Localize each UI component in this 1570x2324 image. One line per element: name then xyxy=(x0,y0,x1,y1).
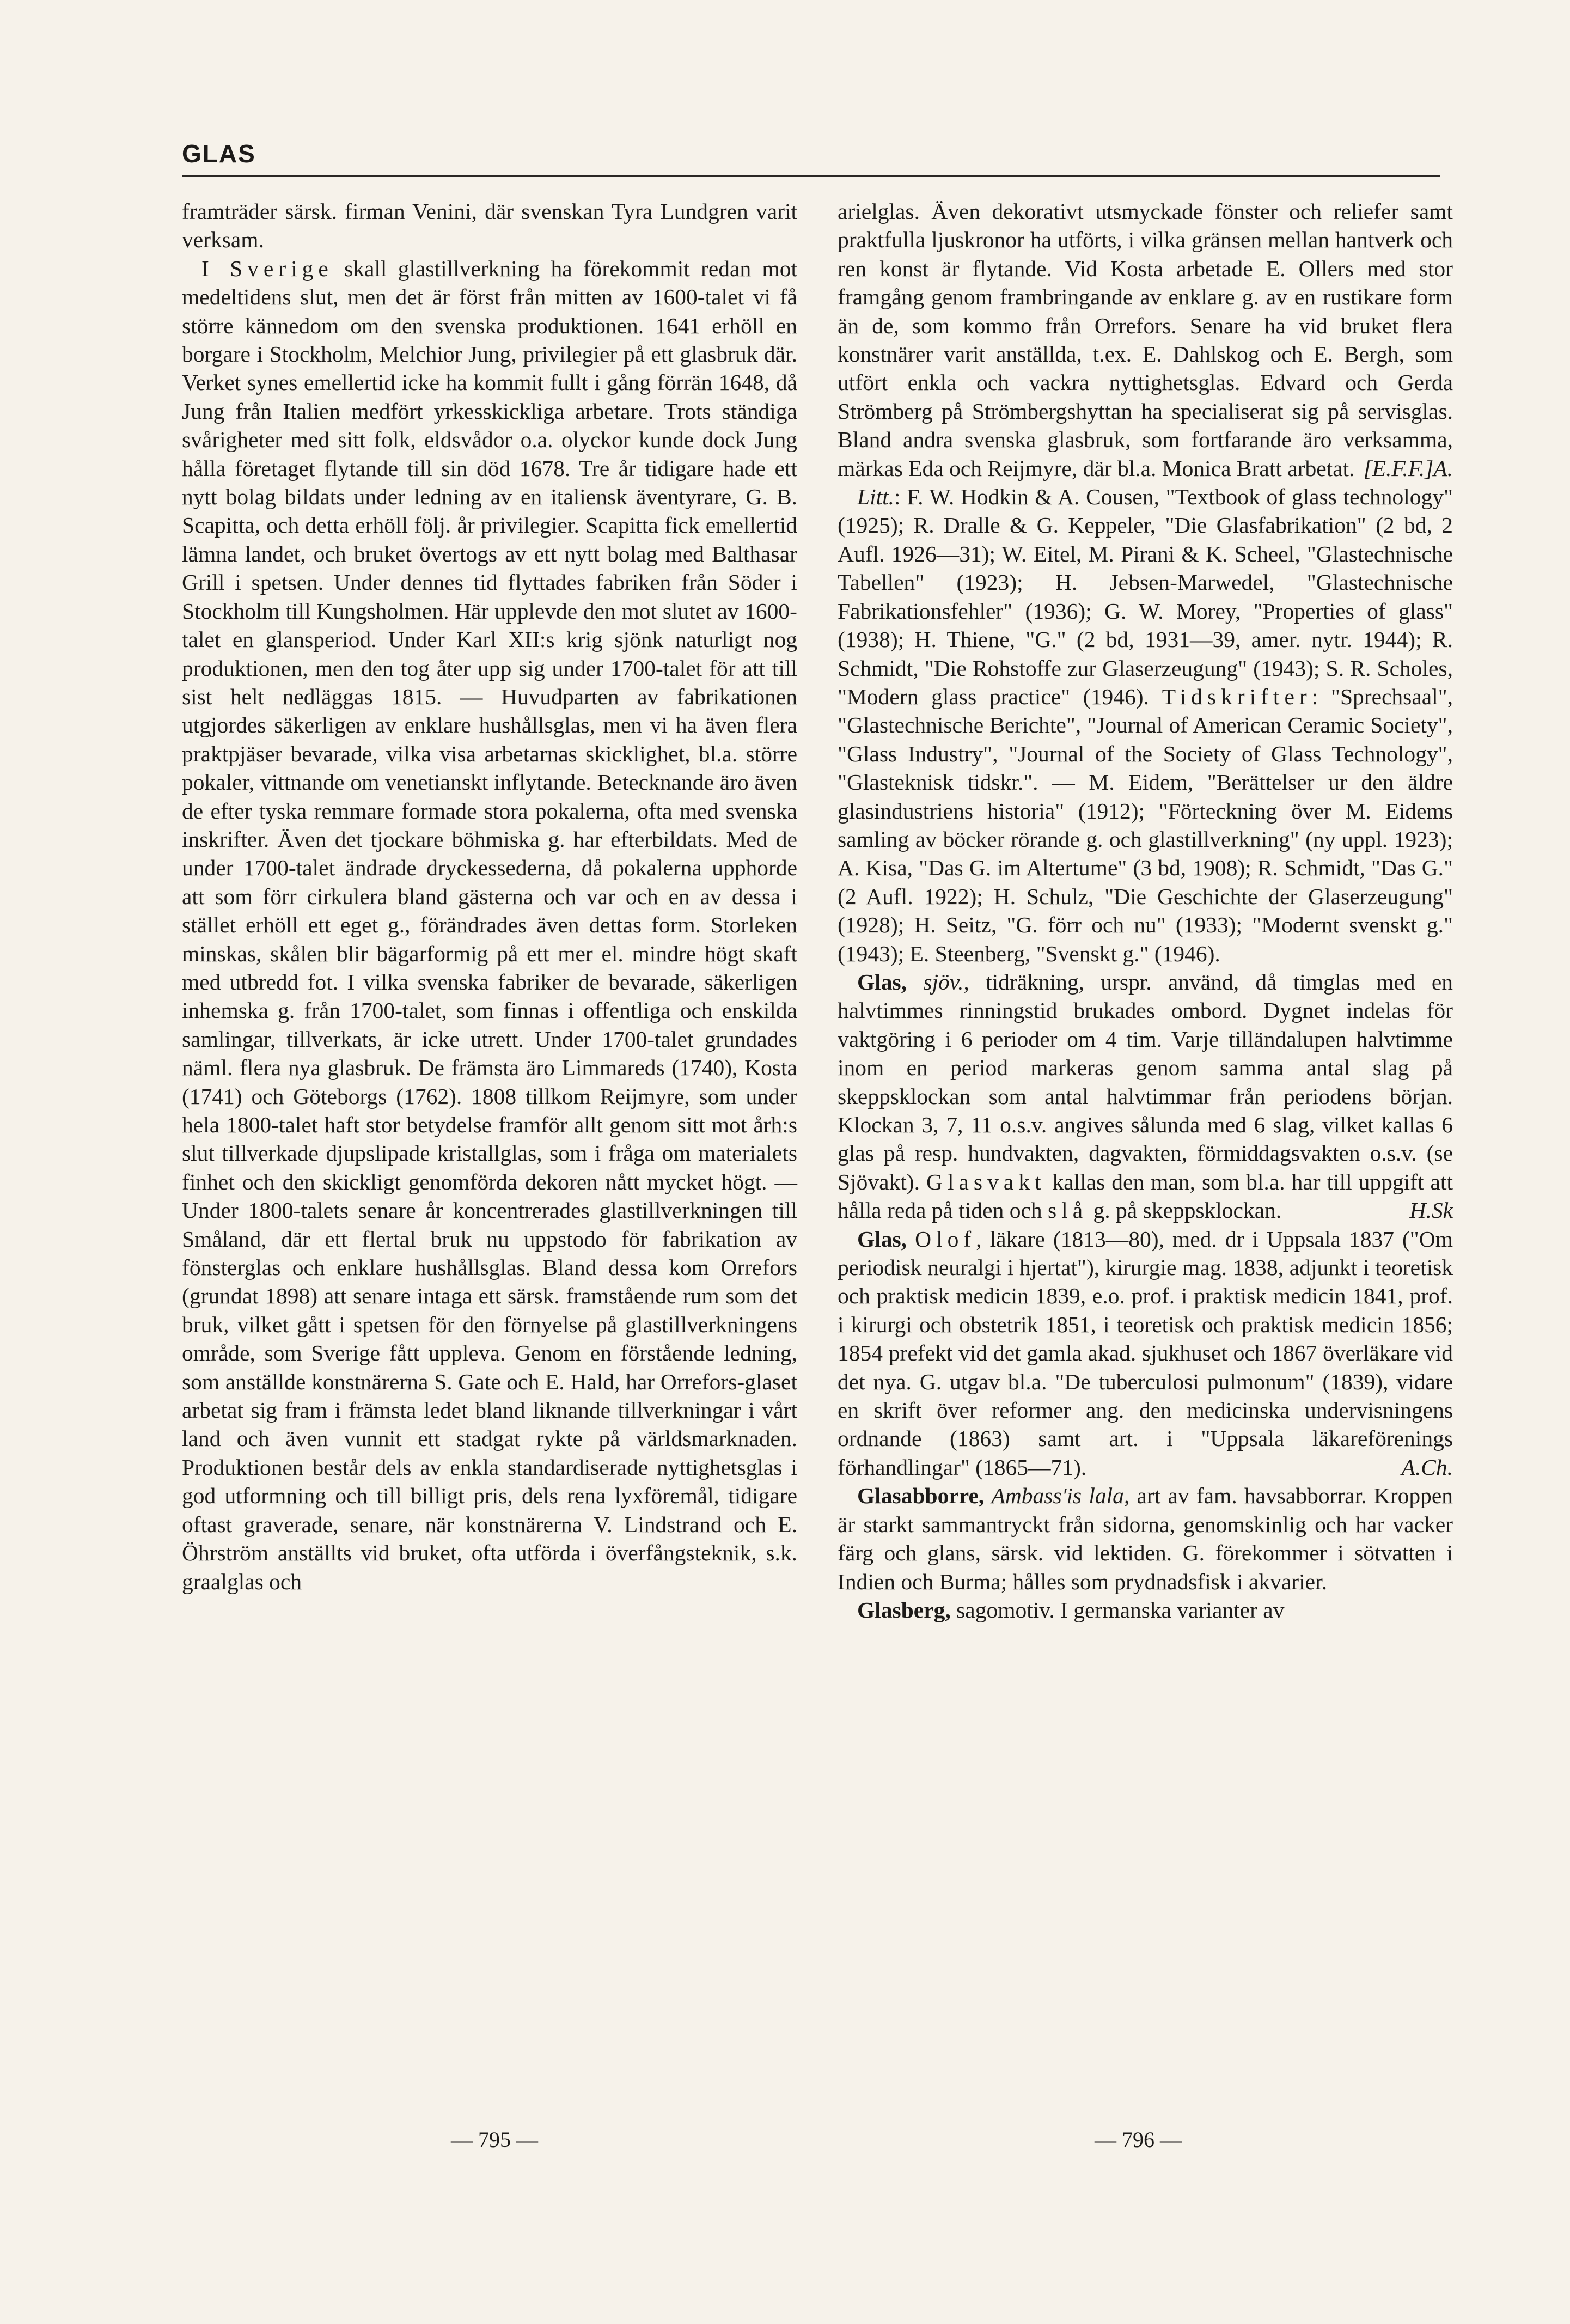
literature-paragraph xyxy=(838,483,1453,968)
entry-glas-olof-head: Glas, xyxy=(857,1226,907,1252)
glasvakt-term: Glasvakt xyxy=(926,1169,1046,1194)
entry-glas-sjov xyxy=(838,968,1453,1225)
left-paragraph-1: framträder särsk. firman Venini, där svenskan Tyra Lundgren varit verksam. xyxy=(182,199,797,253)
entry-glas-olof-name: Olof xyxy=(915,1226,976,1252)
signature-ach: A.Ch. xyxy=(1401,1454,1453,1480)
page-number-left: — 795 — xyxy=(451,2127,538,2152)
entry-glas-sjov-text: , tidräkning, urspr. använd, då timglas med en halvtimmes rinningstid brukades ombord. Dygnet indelas för vaktgöring i 6 perioder om 4 tim. Varje tilländalupen halvtimme inom en period markeras genom samma antal slag på skeppsklockan som antal halvtimmar från periodens början. Klockan 3, 7, 11 o.s.v. angives sålunda med 6 slag, vilket kallas 6 glas på resp. hundvakten, dagvakten, förmiddagsvakten o.s.v. (se Sjövakt). xyxy=(838,969,1453,1194)
entry-glasabborre-head: Glasabborre, xyxy=(857,1483,985,1509)
lit-label: Litt. xyxy=(857,484,895,510)
left-paragraph-2 xyxy=(182,254,797,1596)
right-paragraph-1 xyxy=(838,197,1453,483)
sweden-text: skall glastillverkning ha förekommit redan mot medeltidens slut, men det är först från mitten av 1600-talet vi få större kännedom om den svenska produktionen. 1641 erhöll en borgare i Stockholm, Melchior Jung, privilegier på ett glasbruk där. Verket synes emellertid icke ha kommit fullt i gång förrän 1648, då Jung från Italien medfört yrkesskickliga arbetare. Trots ständiga svårigheter med sitt folk, eldsvådor o.a. olyckor kunde dock Jung hålla företaget flytande till sin död 1678. Tre år tidigare hade ett nytt bolag bildats under ledning av en italiensk äventyrare, G. B. Scapitta, och detta erhöll följ. år privilegier. Scapitta fick emellertid lämna landet, och bruket övertogs av ett nytt bolag med Balthasar Grill i spetsen. Under dennes tid flyttades fabriken från Söder i Stockholm till Kungsholmen. Här upplevde den mot slutet av 1600-talet en glansperiod. Under Karl XII:s krig sjönk naturligt nog produktionen, men den tog åter upp sig under 1700-talet för att till sist helt nedläggas 1815. — Huvudparten av fabrikationen utgjordes säkerligen av enklare hushållsglas, men vi ha även flera praktpjäser bevarade, vilka visa arbetarnas skicklighet, bl.a. större pokaler, vittnande om venetianskt inflytande. Betecknande äro även de efter tyska remmare formade stora pokalerna, ofta med svenska inskrifter. Även det tjockare böhmiska g. har efterbildats. Med de under 1700-talet ändrade dryckessederna, då pokalerna upphorde att som förr cirkulera bland gästerna och var och en av dessa i stället erhöll ett eget g., förändrades även dettas form. Storleken minskas, skålen blir bägarformig på ett mer el. mindre högt skaft med utbredd fot. I vilka svenska fabriker de bevarade, säkerligen inhemska g. från 1700-talet, som finnas i offentliga och enskilda samlingar, tillverkats, är icke utrett. Under 1700-talet grundades näml. flera nya glasbruk. De främsta äro Limmareds (1740), Kosta (1741) och Göteborgs (1762). 1808 tillkom Reijmyre, som under hela 1800-talet haft stor betydelse framför allt genom sitt mot årh:s slut tillverkade djupslipade kristallglas, som i fråga om materialets finhet och den skickligt genomförda dekoren nått mycket högt. — Under 1800-talets senare år koncentrerades glastillverkningen till Småland, där ett flertal bruk nu uppstodo för fabrikation av fönsterglas och enklare hushållsglas. Bland dessa kom Orrefors (grundat 1898) att senare intaga ett särsk. framstående rum som det bruk, vilket gått i spetsen för den förnyelse på glastillverkningens område, som Sverige fått uppleva. Genom en förstående ledning, som anställde konstnärerna S. Gate och E. Hald, har Orrefors-glaset arbetat sig fram i främsta ledet bland liknande tillverkningar i vårt land och även vunnit ett stadgat rykte på världsmarknaden. Produktionen består dels av enkla standardiserade nyttighetsglas i god utformning och till billigt pris, dels rena lyxföremål, tidigare oftast graverade, senare, när konstnärerna V. Lindstrand och E. Öhrström anställts vid bruket, ofta utförda i överfångsteknik, s.k. graalglas och xyxy=(182,255,797,1594)
running-head: GLAS xyxy=(182,139,256,168)
entry-glas-sjov-abbr: sjöv. xyxy=(923,969,964,995)
entry-glas-olof xyxy=(838,1225,1453,1482)
entry-glasberg-head: Glasberg, xyxy=(857,1597,951,1622)
entry-glasabborre-latin: Ambass'is lala, xyxy=(991,1483,1130,1509)
entry-glasberg xyxy=(838,1596,1453,1624)
entry-glasabborre xyxy=(838,1481,1453,1596)
signature-hsk: H.Sk xyxy=(1409,1198,1453,1223)
right-p1-text: arielglas. Även dekorativt utsmyckade fönster och reliefer samt praktfulla ljuskronor ha utförts, i vilka gränsen mellan hantverk och ren konst är flytande. Vid Kosta arbetade E. Ollers med stor framgång genom frambringande av enklare g. av en rustikare form än de, som kommo från Orrefors. Senare ha vid bruket flera konstnärer varit anställda, t.ex. E. Dahlskog och E. Bergh, som utfört enkla och vackra nyttighetsglas. Edvard och Gerda Strömberg på Strömbergshyttan ha specialiserat sig på servisglas. Bland andra svenska glasbruk, som fortfarande äro verksamma, märkas Eda och Reijmyre, där bl.a. Monica Bratt arbetat. xyxy=(838,199,1453,481)
signature-efa: [E.F.F.]A. xyxy=(1363,455,1453,481)
entry-glasabborre-text: art av fam. havsabborrar. Kroppen är starkt sammantryckt från sidorna, genomskinlig och har vacker färg och glans, särsk. vid lektiden. G. förekommer i sötvatten i Indien och Burma; hålles som prydnadsfisk i akvarier. xyxy=(838,1483,1453,1594)
entry-glas-sjov-text3: g. på skeppsklockan. xyxy=(1088,1198,1282,1223)
entry-glas-olof-text: , läkare (1813—80), med. dr i Uppsala 1837 ("Om periodisk neuralgi i hjertat"), kirurgie mag. 1838, adjunkt i teoretisk och praktisk medicin 1839, e.o. prof. i praktisk medicin 1841, prof. i kirurgi och obstetrik 1851, i teoretisk och praktisk medicin 1856; 1854 prefekt vid det gamla akad. sjukhuset och 1867 överläkare vid det nya. G. utgav bl.a. "De tuberculosi pulmonum" (1839), vidare en skrift över reformer ang. den medicinska undervisningens ordnande (1863) samt art. i "Uppsala läkareförenings förhandlingar" (1865—71). xyxy=(838,1226,1453,1480)
sla-term: slå xyxy=(1048,1198,1088,1223)
header-rule xyxy=(182,175,1440,177)
tidskrifter-text: : "Sprechsaal", "Glastechnische Berichte", "Journal of American Ceramic Society", "Glass Industry", "Journal of the Society of Glass Technology", "Glasteknisk tidskr.". — M. Eidem, "Berättelser ur den äldre glasindustriens historia" (1912); "Förteckning över M. Eidems samling av böcker rörande g. och glastillverkning" (ny uppl. 1923); A. Kisa, "Das G. im Altertume" (3 bd, 1908); R. Schmidt, "Das G." (2 Aufl. 1922); H. Schulz, "Die Geschichte der Glaserzeugung" (1928); H. Seitz, "G. förr och nu" (1933); "Modernt svenskt g." (1943); E. Steenberg, "Svenskt g." (1946). xyxy=(838,684,1453,966)
lit-text: : F. W. Hodkin & A. Cousen, "Textbook of glass technology" (1925); R. Dralle & G. Keppeler, "Die Glasfabrikation" (2 bd, 2 Aufl. 1926—31); W. Eitel, M. Pirani & K. Scheel, "Glastechnische Tabellen" (1923); H. Jebsen-Marwedel, "Glastechnische Fabrikationsfehler" (1936); G. W. Morey, "Properties of glass" (1938); H. Thiene, "G." (2 bd, 1931—39, amer. nytr. 1944); R. Schmidt, "Die Rohstoffe zur Glaserzeugung" (1943); S. R. Scholes, "Modern glass practice" (1946). xyxy=(838,484,1453,709)
tidskrifter-label: Tidskrifter xyxy=(1162,684,1312,709)
entry-glasberg-text: sagomotiv. I germanska varianter av xyxy=(950,1597,1285,1622)
page-number-right: — 796 — xyxy=(1095,2127,1182,2152)
left-column xyxy=(182,197,797,1596)
entry-glas-sjov-head: Glas, xyxy=(857,969,907,995)
entry-glas-sjov-text2: kallas den man, som bl.a. har till uppgift att hålla reda på tiden och xyxy=(838,1169,1453,1223)
sweden-lead: I Sverige xyxy=(201,255,333,281)
right-column xyxy=(838,197,1453,1624)
